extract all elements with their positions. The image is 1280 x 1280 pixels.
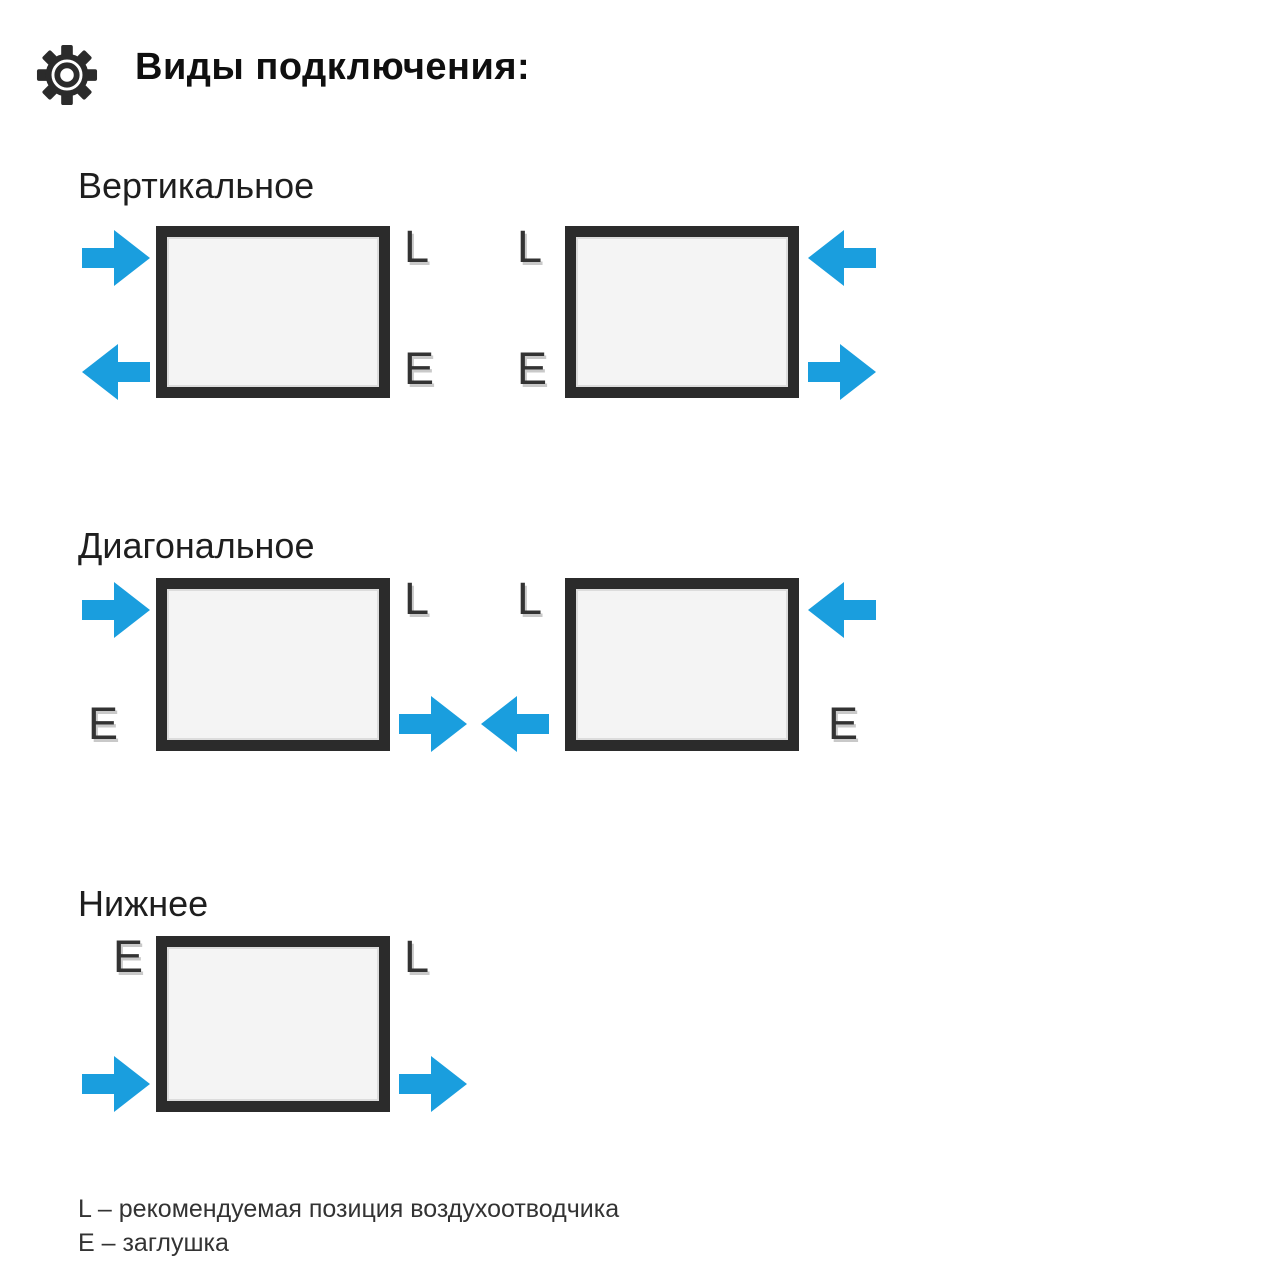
flow-out-arrow-icon [808,344,876,400]
flow-out-arrow-icon [481,696,549,752]
port-label-e: E [828,698,859,749]
section-label: Нижнее [78,883,209,924]
port-label-e: E [113,931,144,982]
gear-icon [36,44,98,106]
port-label-l: L [404,573,430,624]
page-title: Виды подключения: [135,46,531,88]
flow-out-arrow-icon [399,696,467,752]
radiator-body [156,936,390,1112]
port-label-l: L [404,221,430,272]
radiator-body [565,578,799,751]
section-label: Диагональное [78,525,315,566]
legend-line-l: L – рекомендуемая позиция воздухоотводчика [78,1195,620,1223]
port-label-l: L [517,221,543,272]
port-label-l: L [517,573,543,624]
radiator-body [565,226,799,398]
flow-out-arrow-icon [399,1056,467,1112]
port-label-l: L [404,931,430,982]
flow-in-arrow-icon [82,582,150,638]
flow-in-arrow-icon [808,582,876,638]
port-label-e: E [404,343,435,394]
radiator-body [156,226,390,398]
flow-in-arrow-icon [808,230,876,286]
flow-in-arrow-icon [82,1056,150,1112]
radiator-body [156,578,390,751]
port-label-e: E [88,698,119,749]
legend [78,1192,619,1260]
flow-in-arrow-icon [82,230,150,286]
flow-out-arrow-icon [82,344,150,400]
section-label: Вертикальное [78,165,315,206]
port-label-e: E [517,343,548,394]
legend-line-e: E – заглушка [78,1229,229,1257]
